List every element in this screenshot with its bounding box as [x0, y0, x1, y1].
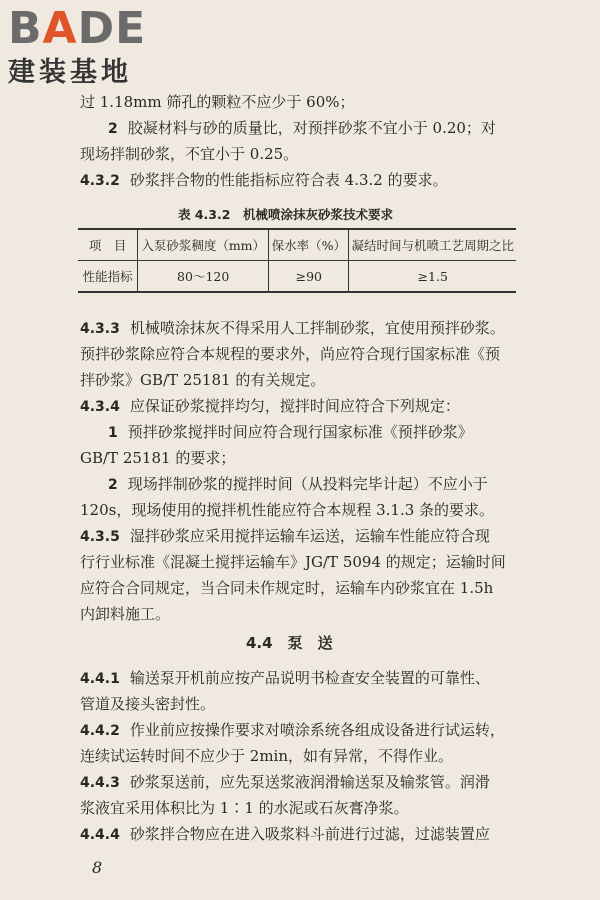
clause-number: 4.3.5 — [80, 529, 120, 545]
text-line: 预拌砂浆除应符合本规程的要求外，尚应符合现行国家标准《预 — [80, 345, 501, 363]
logo-letter: B — [8, 3, 43, 54]
page-number: 8 — [92, 858, 103, 877]
text-line: 行行业标准《混凝土搅拌运输车》JG/T 5094 的规定；运输时间 — [80, 553, 506, 571]
bade-logo — [8, 3, 147, 88]
text-line: 现场拌制砂浆，不宜小于 0.25。 — [80, 145, 299, 163]
logo-subtitle: 建装基地 — [8, 57, 132, 88]
table-header: 入泵砂浆稠度（mm） — [138, 229, 269, 261]
clause-number: 4.4.2 — [80, 723, 120, 739]
clause: 4.3.4 应保证砂浆搅拌均匀，搅拌时间应符合下列规定： — [80, 397, 460, 415]
logo-letters: DE — [77, 3, 147, 54]
table-caption: 表 4.3.2 机械喷涂抹灰砂浆技术要求 — [178, 207, 393, 222]
logo-letter-accent: A — [42, 3, 78, 54]
text-line: 浆液宜采用体积比为 1∶1 的水泥或石灰膏净浆。 — [80, 799, 409, 817]
table-cell: ≥1.5 — [349, 261, 516, 293]
clause: 4.4.3 砂浆泵送前，应先泵送浆液润滑输送泵及输浆管。润滑 — [80, 773, 490, 791]
text-line: 内卸料施工。 — [80, 605, 171, 623]
table-header: 项 目 — [78, 229, 138, 261]
clause: 4.4.4 砂浆拌合物应在进入吸浆料斗前进行过滤，过滤装置应 — [80, 825, 490, 843]
table-row — [78, 261, 516, 293]
list-item: 2 现场拌制砂浆的搅拌时间（从投料完毕计起）不应小于 — [108, 475, 488, 493]
clause-number: 4.3.2 — [80, 173, 120, 189]
spec-table — [78, 228, 516, 293]
text-line: 应符合合同规定，当合同未作规定时，运输车内砂浆宜在 1.5h — [80, 579, 494, 597]
item-number: 2 — [108, 121, 118, 137]
table-cell: ≥90 — [269, 261, 349, 293]
item-number: 2 — [108, 477, 118, 493]
clause-number: 4.4.3 — [80, 775, 120, 791]
text-line: 管道及接头密封性。 — [80, 695, 216, 713]
clause-number: 4.4.1 — [80, 671, 120, 687]
text-line: 连续试运转时间不应少于 2min，如有异常，不得作业。 — [80, 747, 453, 765]
table-cell: 80～120 — [138, 261, 269, 293]
clause-number: 4.3.4 — [80, 399, 120, 415]
text-line: 过 1.18mm 筛孔的颗粒不应少于 60%； — [80, 93, 355, 111]
clause: 4.3.5 湿拌砂浆应采用搅拌运输车运送，运输车性能应符合现 — [80, 527, 490, 545]
table-header-row — [78, 229, 516, 261]
clause-number: 4.4.4 — [80, 827, 120, 843]
clause-number: 4.3.3 — [80, 321, 120, 337]
section-title: 4.4 泵 送 — [246, 634, 333, 652]
text-line: 120s，现场使用的搅拌机性能应符合本规程 3.1.3 条的要求。 — [80, 501, 495, 519]
list-item: 2 胶凝材料与砂的质量比，对预拌砂浆不宜小于 0.20；对 — [108, 119, 496, 137]
clause: 4.3.2 砂浆拌合物的性能指标应符合表 4.3.2 的要求。 — [80, 171, 448, 189]
text-line: GB/T 25181 的要求； — [80, 449, 236, 467]
item-number: 1 — [108, 425, 118, 441]
clause: 4.3.3 机械喷涂抹灰不得采用人工拌制砂浆，宜使用预拌砂浆。 — [80, 319, 505, 337]
list-item: 1 预拌砂浆搅拌时间应符合现行国家标准《预拌砂浆》 — [108, 423, 473, 441]
table-header: 凝结时间与机喷工艺周期之比 — [349, 229, 516, 261]
table-cell: 性能指标 — [78, 261, 138, 293]
logo-wordmark — [8, 3, 147, 54]
table-header: 保水率（%） — [269, 229, 349, 261]
clause: 4.4.2 作业前应按操作要求对喷涂系统各组成设备进行试运转， — [80, 721, 505, 739]
clause: 4.4.1 输送泵开机前应按产品说明书检查安全装置的可靠性、 — [80, 669, 490, 687]
text-line: 拌砂浆》GB/T 25181 的有关规定。 — [80, 371, 326, 389]
